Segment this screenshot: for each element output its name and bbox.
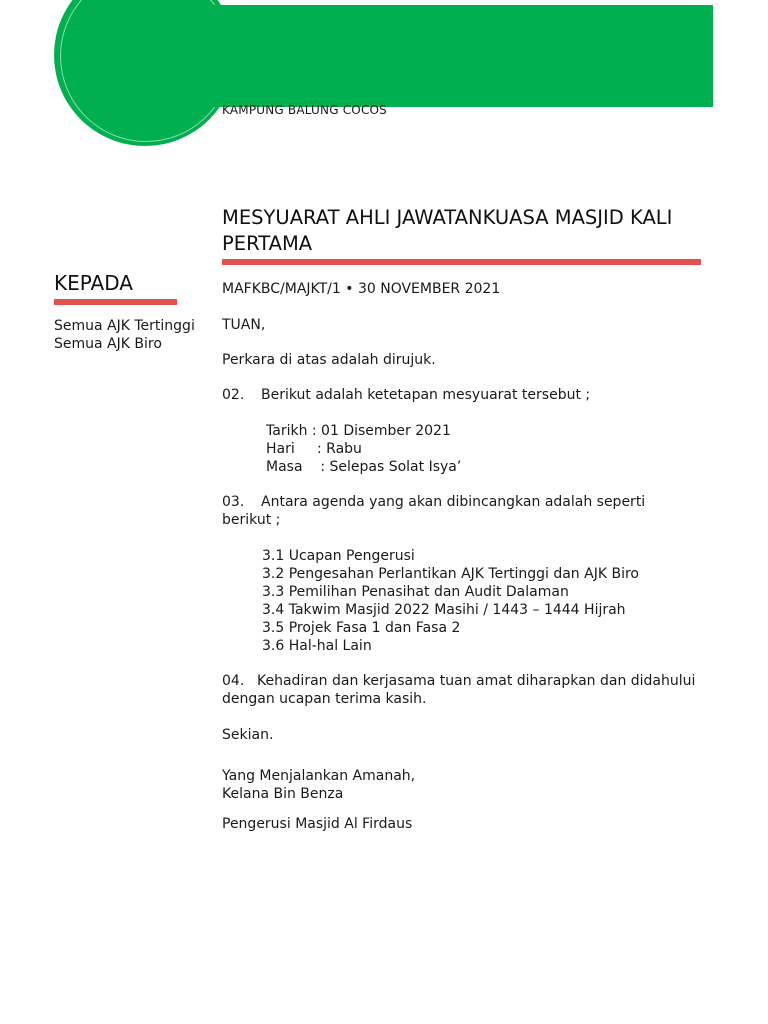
organization-address: KAMPUNG BALUNG COCOS (222, 103, 387, 117)
closing-phrase: Yang Menjalankan Amanah, (222, 768, 416, 784)
header-bar-decoration (150, 5, 713, 107)
document-title: MESYUARAT AHLI JAWATANKUASA MASJID KALI PERTAMA (222, 206, 673, 255)
meeting-date: Tarikh : 01 Disember 2021 (266, 423, 451, 439)
agenda-item: 3.6 Hal-hal Lain (262, 638, 372, 654)
recipient-item: Semua AJK Biro (54, 336, 162, 352)
agenda-item: 3.3 Pemilihan Penasihat dan Audit Dalaman (262, 584, 569, 600)
paragraph-02 (222, 386, 590, 404)
signature-block (222, 767, 415, 803)
agenda-item: 3.2 Pengesahan Perlantikan AJK Tertinggi dan AJK Biro (262, 566, 639, 582)
recipient-item: Semua AJK Tertinggi (54, 318, 195, 334)
paragraph-number: 03. (222, 494, 245, 510)
closing-word: Sekian. (222, 727, 274, 743)
agenda-list (262, 547, 639, 655)
recipient-heading: KEPADA (54, 271, 133, 295)
agenda-item: 3.4 Takwim Masjid 2022 Masihi / 1443 – 1444 Hijrah (262, 602, 626, 618)
signatory-name: Kelana Bin Benza (222, 786, 344, 802)
agenda-item: 3.5 Projek Fasa 1 dan Fasa 2 (262, 620, 461, 636)
paragraph-text: Antara agenda yang akan dibincangkan adalah seperti berikut ; (222, 494, 646, 528)
recipient-heading-underline (54, 299, 177, 305)
reference-line: MAFKBC/MAJKT/1 • 30 NOVEMBER 2021 (222, 281, 501, 297)
paragraph-text: Berikut adalah ketetapan mesyuarat tersebut ; (261, 387, 591, 403)
opening-paragraph: Perkara di atas adalah dirujuk. (222, 352, 436, 368)
meeting-time: Masa : Selepas Solat Isya’ (266, 459, 462, 475)
signatory-position: Pengerusi Masjid Al Firdaus (222, 816, 413, 832)
meeting-day: Hari : Rabu (266, 441, 362, 457)
paragraph-number: 04. (222, 673, 245, 689)
paragraph-text: Kehadiran dan kerjasama tuan amat diharapkan dan didahului dengan ucapan terima kasih. (222, 673, 696, 707)
salutation: TUAN, (222, 317, 266, 333)
paragraph-03 (222, 493, 692, 529)
title-underline (222, 259, 701, 265)
paragraph-number: 02. (222, 387, 245, 403)
paragraph-04 (222, 672, 700, 708)
agenda-item: 3.1 Ucapan Pengerusi (262, 548, 415, 564)
meeting-details (266, 422, 461, 476)
recipient-list (54, 317, 204, 353)
